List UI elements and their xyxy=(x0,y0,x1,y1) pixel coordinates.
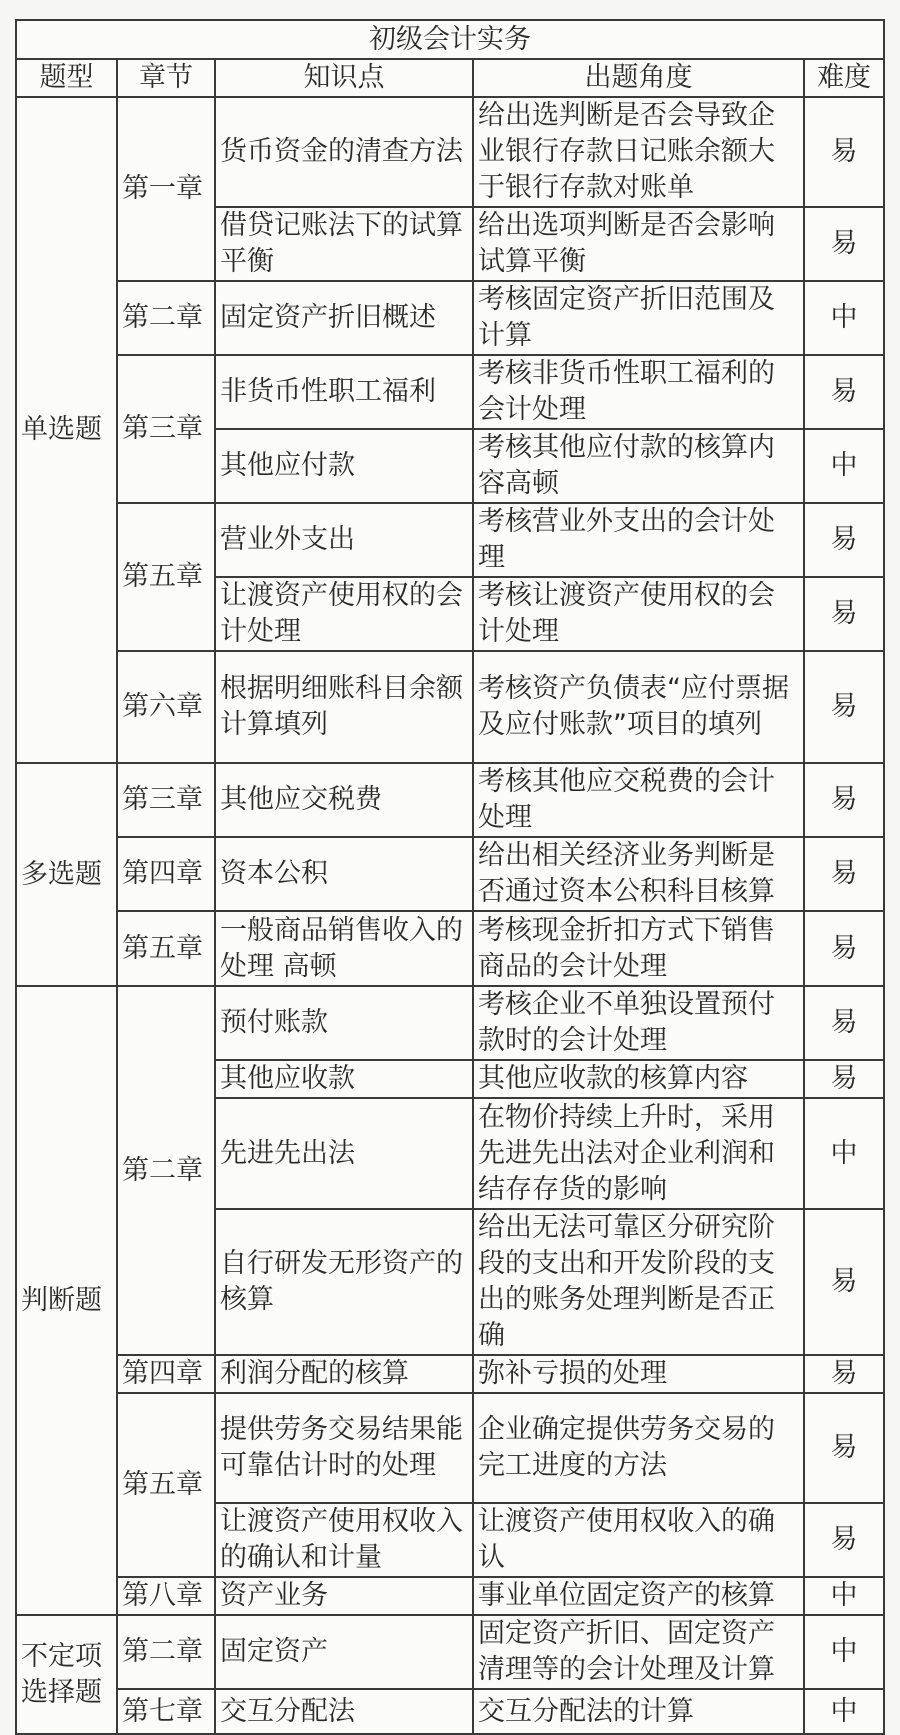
question-angle-cell: 交互分配法的计算 xyxy=(473,1689,804,1734)
knowledge-point-cell: 资产业务 xyxy=(215,1577,473,1615)
header-chapter: 章节 xyxy=(117,59,215,97)
chapter-cell: 第五章 xyxy=(117,503,215,651)
chapter-cell: 第二章 xyxy=(117,1615,215,1689)
chapter-cell: 第五章 xyxy=(117,911,215,986)
table-row xyxy=(16,1393,884,1503)
difficulty-cell: 易 xyxy=(804,1503,884,1577)
difficulty-cell: 易 xyxy=(804,1209,884,1355)
header-difficulty: 难度 xyxy=(804,59,884,97)
chapter-cell: 第三章 xyxy=(117,355,215,503)
difficulty-cell: 易 xyxy=(804,911,884,986)
difficulty-cell: 易 xyxy=(804,986,884,1060)
chapter-cell: 第一章 xyxy=(117,97,215,281)
knowledge-point-cell: 利润分配的核算 xyxy=(215,1355,473,1393)
header-row xyxy=(16,59,884,97)
chapter-cell: 第三章 xyxy=(117,763,215,837)
question-angle-cell: 在物价持续上升时，采用先进先出法对企业利润和结存存货的影响 xyxy=(473,1098,804,1209)
header-point: 知识点 xyxy=(215,59,473,97)
question-type-cell: 多选题 xyxy=(16,763,117,986)
chapter-cell: 第四章 xyxy=(117,837,215,911)
question-angle-cell: 考核非货币性职工福利的会计处理 xyxy=(473,355,804,429)
knowledge-point-cell: 货币资金的清查方法 xyxy=(215,97,473,207)
table-row xyxy=(16,97,884,207)
difficulty-cell: 中 xyxy=(804,281,884,355)
question-angle-cell: 考核企业不单独设置预付款时的会计处理 xyxy=(473,986,804,1060)
knowledge-point-cell: 固定资产折旧概述 xyxy=(215,281,473,355)
chapter-cell: 第七章 xyxy=(117,1689,215,1734)
knowledge-point-cell: 自行研发无形资产的核算 xyxy=(215,1209,473,1355)
question-angle-cell: 考核资产负债表“应付票据及应付账款”项目的填列 xyxy=(473,651,804,763)
chapter-cell: 第四章 xyxy=(117,1355,215,1393)
question-angle-cell: 考核营业外支出的会计处理 xyxy=(473,503,804,577)
knowledge-point-cell: 提供劳务交易结果能可靠估计时的处理 xyxy=(215,1393,473,1503)
table-row xyxy=(16,355,884,429)
difficulty-cell: 易 xyxy=(804,97,884,207)
header-type: 题型 xyxy=(16,59,117,97)
knowledge-point-cell: 让渡资产使用权的会计处理 xyxy=(215,577,473,651)
difficulty-cell: 易 xyxy=(804,355,884,429)
knowledge-point-cell: 预付账款 xyxy=(215,986,473,1060)
table-row xyxy=(16,837,884,911)
difficulty-cell: 中 xyxy=(804,1577,884,1615)
difficulty-cell: 易 xyxy=(804,1060,884,1098)
table-row xyxy=(16,986,884,1060)
knowledge-point-cell: 其他应收款 xyxy=(215,1060,473,1098)
knowledge-point-cell: 先进先出法 xyxy=(215,1098,473,1209)
question-type-cell: 不定项选择题 xyxy=(16,1615,117,1734)
table-row xyxy=(16,911,884,986)
knowledge-point-cell: 一般商品销售收入的处理 高顿 xyxy=(215,911,473,986)
question-angle-cell: 给出相关经济业务判断是否通过资本公积科目核算 xyxy=(473,837,804,911)
difficulty-cell: 中 xyxy=(804,1615,884,1689)
table-row xyxy=(16,651,884,763)
chapter-cell: 第二章 xyxy=(117,986,215,1355)
question-angle-cell: 考核其他应付款的核算内容高顿 xyxy=(473,429,804,503)
knowledge-point-cell: 资本公积 xyxy=(215,837,473,911)
question-angle-cell: 其他应收款的核算内容 xyxy=(473,1060,804,1098)
question-angle-cell: 给出选判断是否会导致企业银行存款日记账余额大于银行存款对账单 xyxy=(473,97,804,207)
difficulty-cell: 易 xyxy=(804,1393,884,1503)
difficulty-cell: 中 xyxy=(804,1098,884,1209)
question-angle-cell: 给出无法可靠区分研究阶段的支出和开发阶段的支出的账务处理判断是否正确 xyxy=(473,1209,804,1355)
question-angle-cell: 让渡资产使用权收入的确认 xyxy=(473,1503,804,1577)
knowledge-point-cell: 借贷记账法下的试算平衡 xyxy=(215,207,473,281)
question-angle-cell: 考核现金折扣方式下销售商品的会计处理 xyxy=(473,911,804,986)
question-angle-cell: 考核其他应交税费的会计处理 xyxy=(473,763,804,837)
chapter-cell: 第二章 xyxy=(117,281,215,355)
chapter-cell: 第八章 xyxy=(117,1577,215,1615)
table-row xyxy=(16,281,884,355)
difficulty-cell: 中 xyxy=(804,1689,884,1734)
question-angle-cell: 企业确定提供劳务交易的完工进度的方法 xyxy=(473,1393,804,1503)
knowledge-point-cell: 其他应付款 xyxy=(215,429,473,503)
difficulty-cell: 易 xyxy=(804,651,884,763)
question-type-cell: 判断题 xyxy=(16,986,117,1615)
question-angle-cell: 考核让渡资产使用权的会计处理 xyxy=(473,577,804,651)
knowledge-point-cell: 非货币性职工福利 xyxy=(215,355,473,429)
difficulty-cell: 易 xyxy=(804,503,884,577)
table-row xyxy=(16,763,884,837)
table-row xyxy=(16,1577,884,1615)
knowledge-point-cell: 营业外支出 xyxy=(215,503,473,577)
knowledge-point-cell: 其他应交税费 xyxy=(215,763,473,837)
table-row xyxy=(16,1355,884,1393)
table-row xyxy=(16,1615,884,1689)
knowledge-point-cell: 根据明细账科目余额计算填列 xyxy=(215,651,473,763)
difficulty-cell: 易 xyxy=(804,1355,884,1393)
exam-topic-table xyxy=(15,19,885,1735)
question-angle-cell: 给出选项判断是否会影响试算平衡 xyxy=(473,207,804,281)
question-angle-cell: 事业单位固定资产的核算 xyxy=(473,1577,804,1615)
table-row xyxy=(16,503,884,577)
knowledge-point-cell: 交互分配法 xyxy=(215,1689,473,1734)
header-angle: 出题角度 xyxy=(473,59,804,97)
question-type-cell: 单选题 xyxy=(16,97,117,763)
table-row xyxy=(16,1689,884,1734)
difficulty-cell: 易 xyxy=(804,763,884,837)
knowledge-point-cell: 让渡资产使用权收入的确认和计量 xyxy=(215,1503,473,1577)
difficulty-cell: 易 xyxy=(804,577,884,651)
question-angle-cell: 考核固定资产折旧范围及计算 xyxy=(473,281,804,355)
question-angle-cell: 弥补亏损的处理 xyxy=(473,1355,804,1393)
chapter-cell: 第五章 xyxy=(117,1393,215,1577)
difficulty-cell: 易 xyxy=(804,837,884,911)
title-row xyxy=(16,20,884,59)
table-title: 初级会计实务 xyxy=(16,20,884,59)
difficulty-cell: 中 xyxy=(804,429,884,503)
knowledge-point-cell: 固定资产 xyxy=(215,1615,473,1689)
chapter-cell: 第六章 xyxy=(117,651,215,763)
difficulty-cell: 易 xyxy=(804,207,884,281)
question-angle-cell: 固定资产折旧、固定资产清理等的会计处理及计算 xyxy=(473,1615,804,1689)
